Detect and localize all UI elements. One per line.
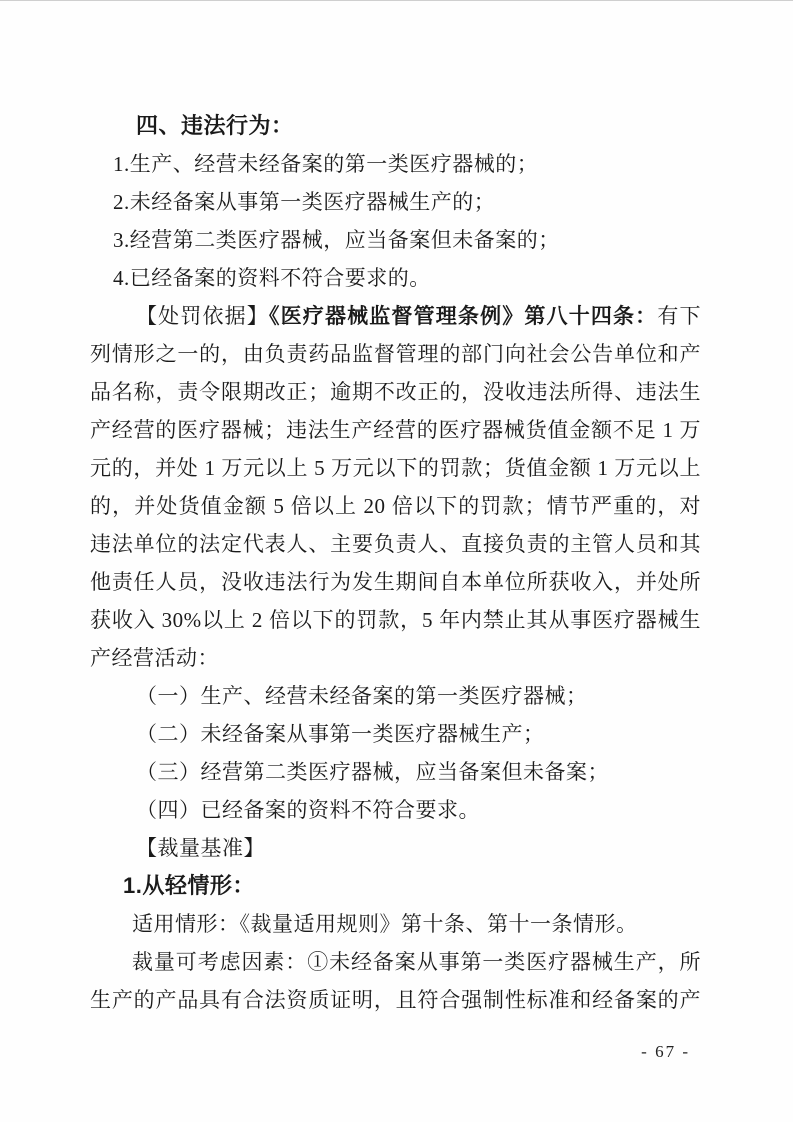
discretion-factor-line: 裁量可考虑因素：①未经备案从事第一类医疗器械生产，所 <box>132 950 701 974</box>
penalty-subitem-2: （二）未经备案从事第一类医疗器械生产； <box>136 722 545 746</box>
penalty-subitem-1: （一）生产、经营未经备案的第一类医疗器械； <box>136 684 588 708</box>
regulation-citation: 《医疗器械监督管理条例》第八十四条： <box>268 304 658 328</box>
applicable-situation-line: 适用情形：《裁量适用规则》第十条、第十一条情形。 <box>132 912 638 936</box>
penalty-body-line: 他责任人员，没收违法行为发生期间自本单位所获收入，并处所 <box>90 570 701 594</box>
penalty-body-line: 元的，并处 1 万元以上 5 万元以下的罚款；货值金额 1 万元以上 <box>90 456 701 480</box>
page-number: - 67 - <box>641 1042 690 1061</box>
penalty-body-last-line: 产经营活动： <box>90 646 219 670</box>
violation-item-1: 1.生产、经营未经备案的第一类医疗器械的； <box>113 152 539 176</box>
penalty-body-line: 违法单位的法定代表人、主要负责人、直接负责的主管人员和其 <box>90 532 701 556</box>
discretion-factor-line: 生产的产品具有合法资质证明，且符合强制性标准和经备案的产 <box>90 988 701 1012</box>
discretion-subheading: 1.从轻情形： <box>123 873 255 898</box>
penalty-subitem-3: （三）经营第二类医疗器械，应当备案但未备案； <box>136 760 609 784</box>
penalty-subitem-4: （四）已经备案的资料不符合要求。 <box>136 798 480 822</box>
penalty-basis-lead: 有下 <box>657 304 701 328</box>
discretion-basis-label: 【裁量基准】 <box>136 836 265 860</box>
document-body <box>90 107 701 1019</box>
section-heading: 四、违法行为： <box>136 113 294 138</box>
penalty-body-line: 的，并处货值金额 5 倍以上 20 倍以下的罚款；情节严重的，对 <box>90 494 701 518</box>
violation-item-3: 3.经营第二类医疗器械，应当备案但未备案的； <box>113 228 560 252</box>
penalty-body-line: 产经营的医疗器械；违法生产经营的医疗器械货值金额不足 1 万 <box>90 418 701 442</box>
penalty-body-line: 列情形之一的，由负责药品监督管理的部门向社会公告单位和产 <box>90 342 701 366</box>
penalty-basis-first-line <box>90 297 701 335</box>
penalty-body-line: 获收入 30%以上 2 倍以下的罚款，5 年内禁止其从事医疗器械生 <box>90 608 701 632</box>
violation-item-2: 2.未经备案从事第一类医疗器械生产的； <box>113 190 496 214</box>
violation-item-4: 4.已经备案的资料不符合要求的。 <box>113 266 431 290</box>
penalty-body-line: 品名称，责令限期改正；逾期不改正的，没收违法所得、违法生 <box>90 380 701 404</box>
penalty-basis-label: 【处罚依据】 <box>136 304 269 328</box>
